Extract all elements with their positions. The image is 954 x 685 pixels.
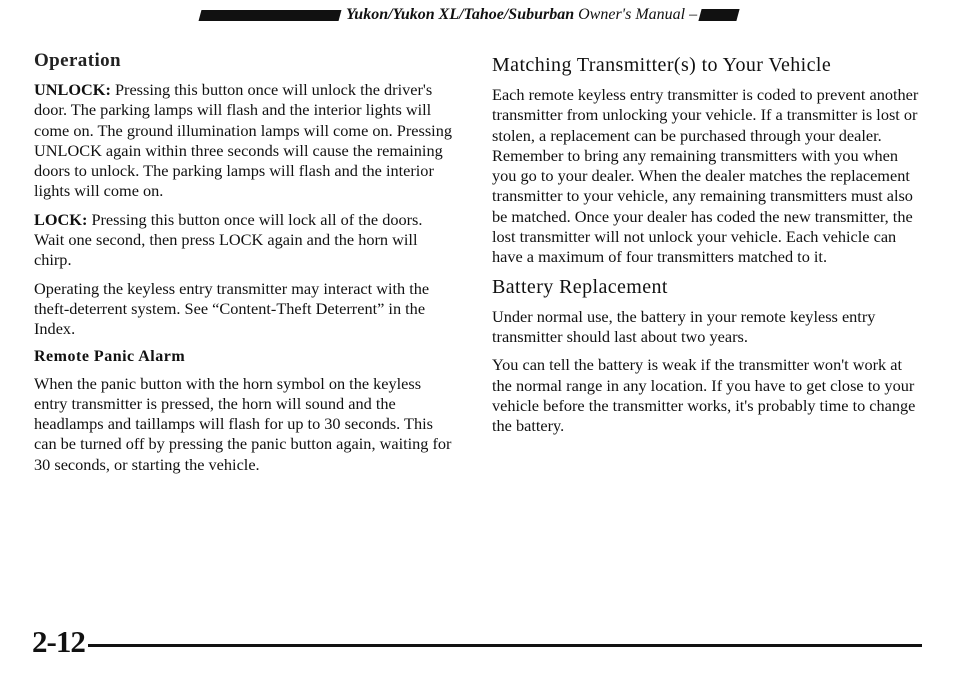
lock-paragraph xyxy=(34,210,454,271)
battery-life-paragraph: Under normal use, the battery in your remote keyless entry transmitter should last about two years. xyxy=(492,306,876,346)
operation-heading: Operation xyxy=(34,50,121,71)
running-header xyxy=(200,6,840,32)
unlock-text: Pressing this button once will unlock the driver's door. The parking lamps will flash and the interior lights will come on. The ground illumination lamps will come on. Pressing UNLOCK again within three seconds will cause the remaining doors to unlock. The parking lamps will flash and the interior lights will come on. xyxy=(34,80,452,201)
panic-alarm-paragraph: When the panic button with the horn symbol on the keyless entry transmitter is pressed, the horn will sound and the headlamps and taillamps will flash for up to 30 seconds. This can be turned off by pressing the panic button again, waiting for 30 seconds, or starting the vehicle. xyxy=(34,373,452,474)
page-number: 2-12 xyxy=(32,624,85,659)
matching-transmitters-paragraph: Each remote keyless entry transmitter is coded to prevent another transmitter from unlocking your vehicle. If a transmitter is lost or stolen, a replacement can be purchased through your dealer. Remember to bring any remaining transmitters with you when you go to your dealer. When the dealer matches the replacement transmitter to your vehicle, any remaining transmitters must also be matched. Once your dealer has coded the new transmitter, the lost transmitter will not unlock your vehicle. Each vehicle can have a maximum of four transmitters matched to it. xyxy=(492,85,919,267)
panic-alarm-heading: Remote Panic Alarm xyxy=(34,347,186,365)
header-redaction-mark xyxy=(199,10,342,21)
unlock-paragraph xyxy=(34,80,454,202)
page-footer xyxy=(32,624,922,664)
left-column xyxy=(34,50,454,483)
header-redaction-mark-end xyxy=(698,9,739,21)
header-subtitle: Owner's Manual – xyxy=(578,6,698,23)
lock-term: LOCK: xyxy=(34,209,88,229)
battery-weak-paragraph: You can tell the battery is weak if the transmitter won't work at the normal range in any location. If you have to get close to your vehicle before the transmitter works, it's probably time to change the battery. xyxy=(492,355,916,436)
theft-deterrent-paragraph: Operating the keyless entry transmitter may interact with the theft-deterrent system. See “Content-Theft Deterrent” in the Index. xyxy=(34,278,430,339)
footer-rule xyxy=(88,644,922,647)
right-column xyxy=(492,50,924,444)
unlock-term: UNLOCK: xyxy=(34,80,111,99)
header-title: Yukon/Yukon XL/Tahoe/Suburban xyxy=(346,6,575,23)
matching-transmitters-heading: Matching Transmitter(s) to Your Vehicle xyxy=(492,54,832,76)
battery-replacement-heading: Battery Replacement xyxy=(492,275,668,298)
lock-text: Pressing this button once will lock all of the doors. Wait one second, then press LOCK again and the horn will chirp. xyxy=(34,209,423,270)
